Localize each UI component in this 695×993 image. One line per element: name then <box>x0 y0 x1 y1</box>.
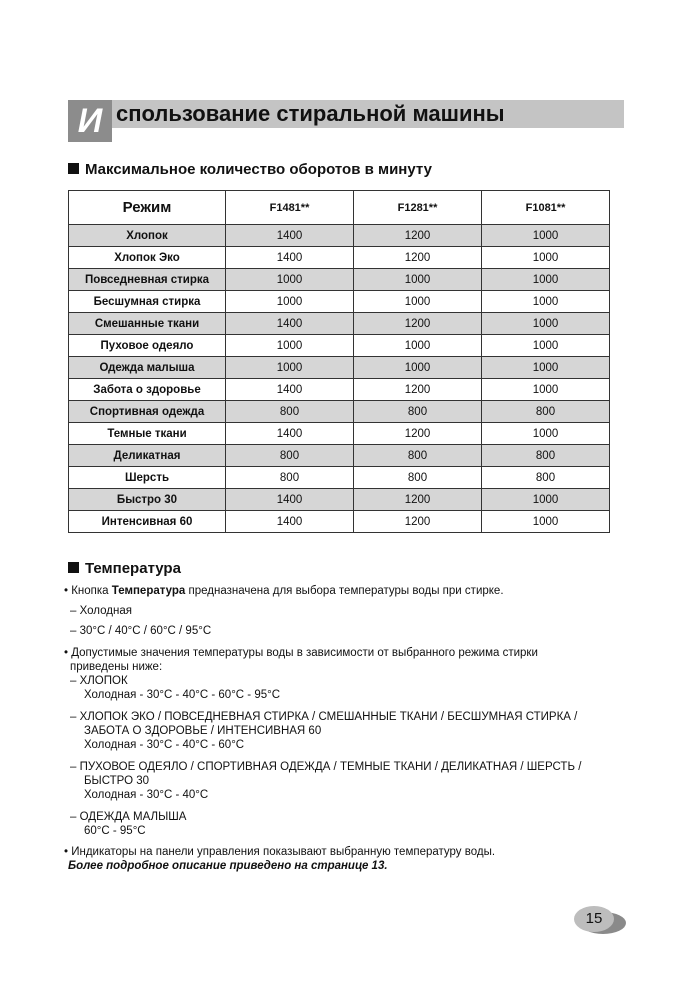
table-cell-rpm: 800 <box>354 445 482 467</box>
temperature-group <box>64 760 624 802</box>
table-cell-mode: Шерсть <box>69 467 226 489</box>
table-cell-rpm: 1000 <box>482 225 610 247</box>
table-cell-rpm: 1000 <box>354 291 482 313</box>
table-header-f1081: F1081** <box>482 191 610 225</box>
table-cell-rpm: 1000 <box>482 489 610 511</box>
temperature-group-modes: – ХЛОПОК <box>70 675 128 687</box>
table-cell-mode: Хлопок Эко <box>69 247 226 269</box>
square-bullet-icon <box>68 562 79 573</box>
table-row <box>69 313 610 335</box>
table-row <box>69 423 610 445</box>
table-row <box>69 445 610 467</box>
table-cell-rpm: 1400 <box>226 247 354 269</box>
table-cell-rpm: 1000 <box>354 335 482 357</box>
temperature-group-modes: – ОДЕЖДА МАЛЫША <box>70 811 187 823</box>
table-cell-rpm: 1400 <box>226 225 354 247</box>
table-cell-rpm: 1200 <box>354 489 482 511</box>
table-cell-mode: Темные ткани <box>69 423 226 445</box>
table-cell-rpm: 1200 <box>354 247 482 269</box>
table-cell-rpm: 1200 <box>354 511 482 533</box>
table-cell-mode: Хлопок <box>69 225 226 247</box>
temperature-intro: • Кнопка Температура предназначена для выбора температуры воды при стирке. <box>64 585 504 597</box>
table-cell-rpm: 1000 <box>482 379 610 401</box>
table-cell-rpm: 1200 <box>354 423 482 445</box>
table-cell-mode: Пуховое одеяло <box>69 335 226 357</box>
table-cell-rpm: 800 <box>482 467 610 489</box>
table-cell-mode: Смешанные ткани <box>69 313 226 335</box>
reference-note: Более подробное описание приведено на странице 13. <box>68 860 388 872</box>
table-row <box>69 489 610 511</box>
table-cell-rpm: 1000 <box>482 511 610 533</box>
table-header-f1281: F1281** <box>354 191 482 225</box>
table-cell-rpm: 1400 <box>226 379 354 401</box>
table-cell-rpm: 800 <box>482 401 610 423</box>
table-row <box>69 335 610 357</box>
table-cell-mode: Повседневная стирка <box>69 269 226 291</box>
table-cell-mode: Деликатная <box>69 445 226 467</box>
table-cell-rpm: 800 <box>482 445 610 467</box>
temperature-group-range: Холодная - 30°C - 40°C - 60°C <box>84 739 245 751</box>
table-cell-rpm: 1000 <box>482 357 610 379</box>
table-row <box>69 379 610 401</box>
table-header-mode: Режим <box>69 191 226 225</box>
page-header <box>68 96 624 142</box>
table-cell-rpm: 1200 <box>354 225 482 247</box>
table-row <box>69 291 610 313</box>
rpm-table <box>68 190 610 533</box>
table-cell-rpm: 1000 <box>354 357 482 379</box>
table-row <box>69 511 610 533</box>
table-row <box>69 225 610 247</box>
table-cell-rpm: 800 <box>226 467 354 489</box>
table-row <box>69 247 610 269</box>
table-cell-rpm: 1000 <box>226 335 354 357</box>
table-row <box>69 467 610 489</box>
table-cell-mode: Бесшумная стирка <box>69 291 226 313</box>
table-cell-mode: Интенсивная 60 <box>69 511 226 533</box>
table-cell-rpm: 1400 <box>226 423 354 445</box>
temperature-group-range: 60°C - 95°C <box>84 825 146 837</box>
table-cell-rpm: 1000 <box>482 269 610 291</box>
table-cell-rpm: 1000 <box>482 423 610 445</box>
header-initial: И <box>68 100 112 142</box>
table-cell-rpm: 1000 <box>226 291 354 313</box>
temperature-text <box>64 584 624 859</box>
temperature-group-modes: – ПУХОВОЕ ОДЕЯЛО / СПОРТИВНАЯ ОДЕЖДА / ТЕМНЫЕ ТКАНИ / ДЕЛИКАТНАЯ / ШЕРСТЬ / <box>70 761 582 773</box>
table-cell-rpm: 1000 <box>482 247 610 269</box>
temperature-group <box>64 674 624 702</box>
table-cell-rpm: 1400 <box>226 313 354 335</box>
table-cell-rpm: 800 <box>226 445 354 467</box>
table-cell-mode: Одежда малыша <box>69 357 226 379</box>
temperature-group-modes: – ХЛОПОК ЭКО / ПОВСЕДНЕВНАЯ СТИРКА / СМЕШАННЫЕ ТКАНИ / БЕСШУМНАЯ СТИРКА / <box>70 711 578 723</box>
table-cell-rpm: 1000 <box>482 335 610 357</box>
square-bullet-icon <box>68 163 79 174</box>
page-number: 15 <box>574 906 614 932</box>
table-cell-rpm: 1000 <box>482 313 610 335</box>
table-cell-rpm: 1200 <box>354 313 482 335</box>
table-cell-mode: Забота о здоровье <box>69 379 226 401</box>
table-cell-rpm: 1000 <box>226 269 354 291</box>
table-cell-rpm: 1400 <box>226 489 354 511</box>
table-cell-mode: Спортивная одежда <box>69 401 226 423</box>
temperature-group <box>64 710 624 752</box>
table-cell-rpm: 1000 <box>226 357 354 379</box>
temperature-section-title: Температура <box>85 560 181 577</box>
temperature-group-modes: БЫСТРО 30 <box>84 775 150 787</box>
table-row <box>69 269 610 291</box>
table-cell-rpm: 800 <box>354 467 482 489</box>
page-title: спользование стиральной машины <box>116 101 505 126</box>
table-row <box>69 357 610 379</box>
table-cell-rpm: 800 <box>354 401 482 423</box>
indicators-text: • Индикаторы на панели управления показывают выбранную температуру воды. <box>64 846 496 858</box>
table-cell-rpm: 1000 <box>354 269 482 291</box>
rpm-section-heading <box>68 160 432 180</box>
table-cell-rpm: 1000 <box>482 291 610 313</box>
table-cell-rpm: 1200 <box>354 379 482 401</box>
temperature-group-range: Холодная - 30°C - 40°C <box>84 789 209 801</box>
allowed-values-line: • Допустимые значения температуры воды в зависимости от выбранного режима стирки <box>64 647 538 659</box>
table-header-f1481: F1481** <box>226 191 354 225</box>
temperature-option: – Холодная <box>70 605 132 617</box>
table-cell-rpm: 1400 <box>226 511 354 533</box>
temperature-group-modes: ЗАБОТА О ЗДОРОВЬЕ / ИНТЕНСИВНАЯ 60 <box>84 725 322 737</box>
temperature-groups <box>64 674 624 838</box>
temperature-option: – 30°C / 40°C / 60°C / 95°C <box>70 625 212 637</box>
temperature-section-heading <box>68 559 181 579</box>
table-cell-mode: Быстро 30 <box>69 489 226 511</box>
temperature-group-range: Холодная - 30°C - 40°C - 60°C - 95°C <box>84 689 281 701</box>
temperature-group <box>64 810 624 838</box>
table-cell-rpm: 800 <box>226 401 354 423</box>
rpm-section-title: Максимальное количество оборотов в минуту <box>85 161 432 178</box>
allowed-values-line: приведены ниже: <box>70 661 163 673</box>
table-row <box>69 401 610 423</box>
page-number-badge <box>574 906 628 934</box>
